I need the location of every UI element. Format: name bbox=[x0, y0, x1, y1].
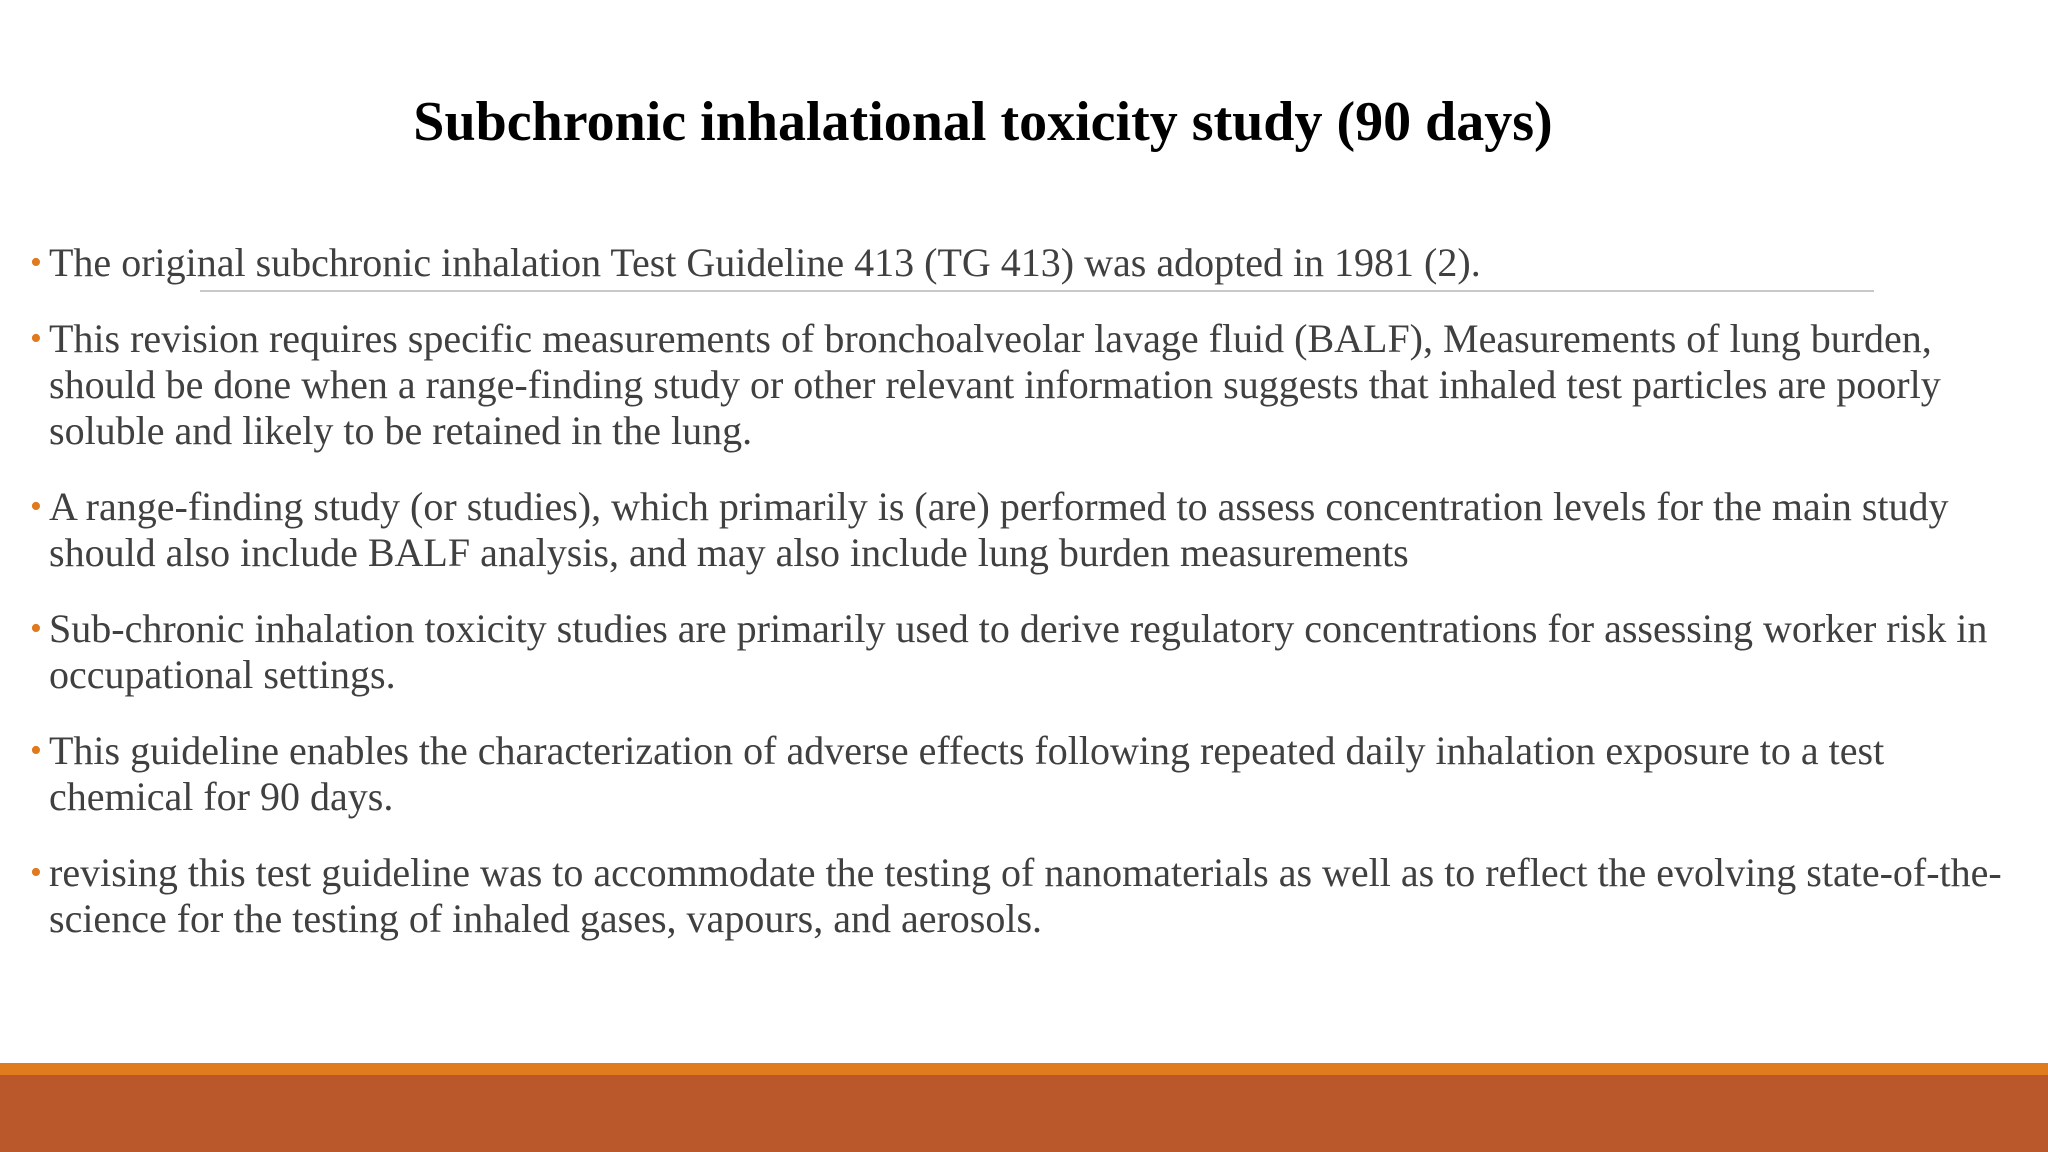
bullet-dot-icon: • bbox=[30, 610, 42, 647]
bullet-dot-icon: • bbox=[30, 854, 42, 891]
bullet-text: This guideline enables the characterization of adverse effects following repeated daily inhalation exposure to a test chemical for 90 days. bbox=[49, 728, 1885, 819]
bullet-item bbox=[30, 728, 2020, 820]
bullet-text: revising this test guideline was to accommodate the testing of nanomaterials as well as to reflect the evolving state-of-the-science for the testing of inhaled gases, vapours, and aerosols. bbox=[49, 850, 2002, 941]
footer-bar bbox=[0, 1075, 2048, 1152]
bullet-item bbox=[30, 850, 2020, 942]
bullet-item bbox=[30, 316, 2020, 454]
bullet-dot-icon: • bbox=[30, 320, 42, 357]
bullet-item bbox=[30, 606, 2020, 698]
bullet-item bbox=[30, 240, 2020, 286]
bullet-text: The original subchronic inhalation Test Guideline 413 (TG 413) was adopted in 1981 (2). bbox=[49, 240, 1481, 285]
bullet-dot-icon: • bbox=[30, 488, 42, 525]
bullet-text: A range-finding study (or studies), which primarily is (are) performed to assess concentration levels for the main study should also include BALF analysis, and may also include lung burden measurements bbox=[49, 484, 1949, 575]
footer-accent-bar bbox=[0, 1063, 2048, 1075]
bullet-dot-icon: • bbox=[30, 244, 42, 281]
slide-title: Subchronic inhalational toxicity study (90 days) bbox=[413, 91, 1553, 153]
bullet-text: Sub-chronic inhalation toxicity studies are primarily used to derive regulatory concentrations for assessing worker risk in occupational settings. bbox=[49, 606, 1988, 697]
bullet-item bbox=[30, 484, 2020, 576]
bullet-list bbox=[30, 240, 2020, 972]
bullet-text: This revision requires specific measurements of bronchoalveolar lavage fluid (BALF), Measurements of lung burden, should be done when a range-finding study or other relevant information suggests that inhaled test particles are poorly soluble and likely to be retained in the lung. bbox=[49, 316, 1941, 453]
bullet-dot-icon: • bbox=[30, 732, 42, 769]
